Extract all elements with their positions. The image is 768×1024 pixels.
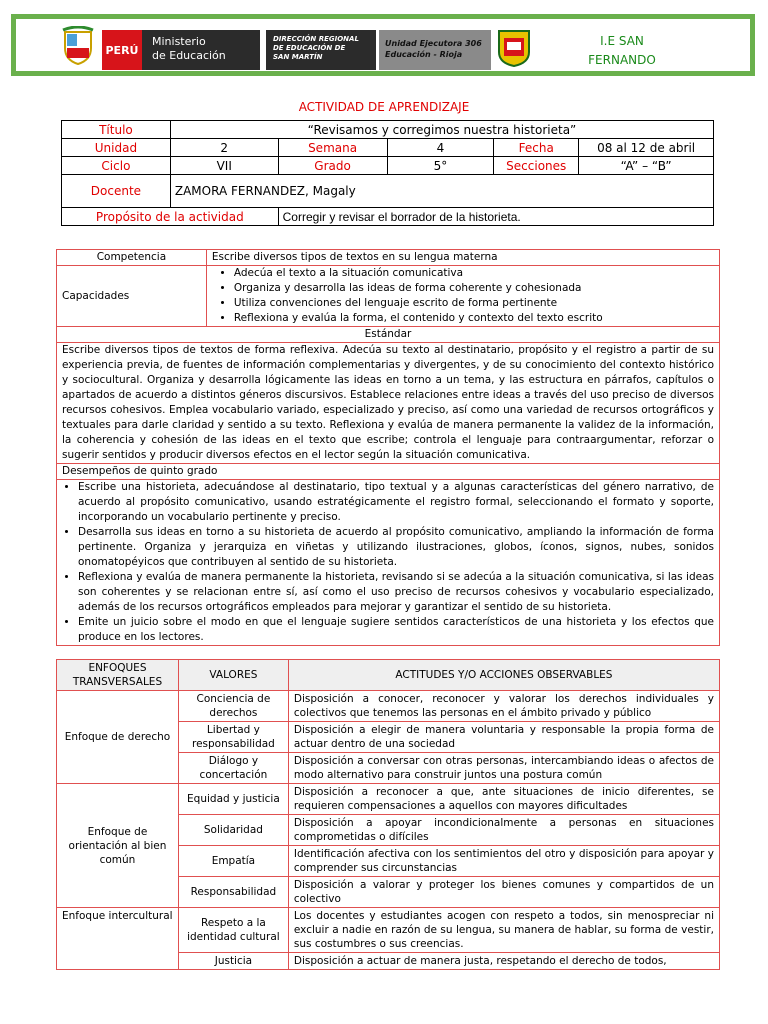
fecha-value: 08 al 12 de abril [579,139,714,157]
table-row [57,660,720,691]
header-banner [11,14,755,76]
unidad-value: 2 [170,139,278,157]
grado-value: 5° [387,157,494,175]
school-name-line1: I.E SAN [600,34,644,48]
national-shield-icon [61,26,95,66]
list-item: • Adecúa el texto a la situación comunicativa [234,266,714,281]
direccion-line3: SAN MARTÍN [273,53,323,61]
docente-label: Docente [62,175,171,208]
direccion-line1: DIRECCIÓN REGIONAL [273,35,359,43]
header-actitudes: ACTITUDES Y/O ACCIONES OBSERVABLES [288,660,719,691]
table-row [57,327,720,343]
valor: Responsabilidad [178,877,288,908]
unidad-line1: Unidad Ejecutora 306 [385,39,482,48]
fecha-label: Fecha [494,139,579,157]
actitud: Disposición a actuar de manera justa, respetando el derecho de todos, [288,953,719,970]
table-row [57,908,720,953]
list-item: • Emite un juicio sobre el modo en que el lenguaje sugiere sentidos característicos de una historieta y los efectos que produce en los lectores. [78,615,714,645]
table-row [57,250,720,266]
estandar-text: Escribe diversos tipos de textos de forma reflexiva. Adecúa su texto al destinatario, propósito y el registro a partir de su experiencia previa, de fuentes de información complementarias y divergentes, y de su conocimiento del contexto histórico y sociocultural. Organiza y desarrolla lógicamente las ideas en torno a un tema, y las estructura en párrafos, capítulos o apartados de acuerdo a distintos géneros discursivos. Establece relaciones entre ideas a través del uso preciso de diversos recursos cohesivos. Emplea vocabulario variado, especializado y preciso, así como una variedad de recursos ortográficos y textuales para darle claridad y sentido a su texto. Reflexiona y evalúa de manera permanente la validez de la información, la coherencia y cohesión de las ideas en el texto que escribe; controla el lenguaje para contraargumentar, reforzar o sugerir sentidos y producir diversos efectos en el lector según la situación comunicativa. [57,343,720,464]
header-valores: VALORES [178,660,288,691]
list-item: • Reflexiona y evalúa de manera permanente la historieta, revisando si se adecúa a la situación comunicativa, si las ideas son coherentes y se relacionan entre sí, así como el uso preciso de recursos cohesivos y vocabulario especializado, además de los recursos ortográficos empleados para mejorar y garantizar el sentido de su historieta. [78,570,714,615]
actitud: Disposición a apoyar incondicionalmente a personas en situaciones comprometidas o difíciles [288,815,719,846]
table-row [57,343,720,464]
unidad-line2: Educación - Rioja [385,50,463,59]
activity-info-table [61,120,714,226]
capacidades-label: Capacidades [57,266,207,327]
table-row [62,121,714,139]
actitud: Disposición a reconocer a que, ante situaciones de inicio diferentes, se requieren compensaciones a aquellos con mayores dificultades [288,784,719,815]
table-row [57,691,720,722]
table-row [62,157,714,175]
proposito-value: Corregir y revisar el borrador de la historieta. [278,208,713,226]
docente-value: ZAMORA FERNANDEZ, Magaly [170,175,713,208]
actitud: Los docentes y estudiantes acogen con respeto a todos, sin menospreciar ni excluir a nadie en razón de su lengua, su manera de hablar, su forma de vestir, sus costumbres o sus creencias. [288,908,719,953]
ciclo-label: Ciclo [62,157,171,175]
enfoque-name: Enfoque de orientación al bien común [57,784,179,908]
enfoque-name: Enfoque intercultural [57,908,179,970]
page-title: ACTIVIDAD DE APRENDIZAJE [298,100,470,114]
enfoques-table [56,659,720,970]
peru-label: PERÚ [105,43,139,57]
header-enfoques: ENFOQUES TRANSVERSALES [57,660,179,691]
actitud: Disposición a conversar con otras personas, intercambiando ideas o afectos de modo alternativo para construir juntos una postura común [288,753,719,784]
unidad-label: Unidad [62,139,171,157]
valor: Justicia [178,953,288,970]
titulo-value: “Revisamos y corregimos nuestra historieta” [170,121,713,139]
list-item: • Desarrolla sus ideas en torno a su historieta de acuerdo al propósito comunicativo, ampliando la información de forma pertinente. Organiza y jerarquiza en viñetas y utilizando ilustraciones, globos, íconos, signos, nubes, sonidos onomatopéyicos que contribuyen al sentido de su historieta. [78,525,714,570]
competencia-value: Escribe diversos tipos de textos en su lengua materna [206,250,719,266]
table-row [57,464,720,480]
valor: Libertad y responsabilidad [178,722,288,753]
peru-logo [102,30,142,70]
secciones-label: Secciones [494,157,579,175]
list-item: • Escribe una historieta, adecuándose al destinatario, tipo textual y a algunas características del género narrativo, de acuerdo al propósito comunicativo, usando estratégicamente el registro formal, seleccionando el formato y soporte, incorporando un vocabulario pertinente y preciso. [78,480,714,525]
school-crest-icon [496,28,532,68]
competencia-label: Competencia [57,250,207,266]
school-name [562,32,682,70]
competencia-table [56,249,720,646]
proposito-label: Propósito de la actividad [62,208,279,226]
actitud: Disposición a elegir de manera voluntaria y responsable la propia forma de actuar dentro de una sociedad [288,722,719,753]
titulo-label: Título [62,121,171,139]
direccion-line2: DE EDUCACIÓN DE [273,44,346,52]
semana-label: Semana [278,139,387,157]
valor: Solidaridad [178,815,288,846]
capacidades-list [206,266,719,327]
table-row [62,208,714,226]
valor: Conciencia de derechos [178,691,288,722]
actitud: Disposición a conocer, reconocer y valorar los derechos individuales y colectivos que tenemos las personas en el ámbito privado y público [288,691,719,722]
valor: Diálogo y concertación [178,753,288,784]
semana-value: 4 [387,139,494,157]
ministerio-line2: de Educación [152,49,226,62]
list-item: • Reflexiona y evalúa la forma, el contenido y contexto del texto escrito [234,311,714,326]
desempenos-list [57,480,720,646]
table-row [57,784,720,815]
table-row [57,266,720,327]
valor: Respeto a la identidad cultural [178,908,288,953]
grado-label: Grado [278,157,387,175]
unidad-ejecutora-logo [379,30,491,70]
valor: Empatía [178,846,288,877]
actitud: Disposición a valorar y proteger los bienes comunes y compartidos de un colectivo [288,877,719,908]
secciones-value: “A” – “B” [579,157,714,175]
desempenos-label: Desempeños de quinto grado [57,464,720,480]
estandar-label: Estándar [57,327,720,343]
table-row [57,480,720,646]
table-row [62,175,714,208]
direccion-regional-logo [266,30,376,70]
ministerio-line1: Ministerio [152,35,206,48]
enfoque-name: Enfoque de derecho [57,691,179,784]
ciclo-value: VII [170,157,278,175]
valor: Equidad y justicia [178,784,288,815]
list-item: • Utiliza convenciones del lenguaje escrito de forma pertinente [234,296,714,311]
school-name-line2: FERNANDO [588,53,656,67]
ministerio-logo [142,30,260,70]
table-row [62,139,714,157]
actitud: Identificación afectiva con los sentimientos del otro y disposición para apoyar y comprender sus circunstancias [288,846,719,877]
list-item: • Organiza y desarrolla las ideas de forma coherente y cohesionada [234,281,714,296]
